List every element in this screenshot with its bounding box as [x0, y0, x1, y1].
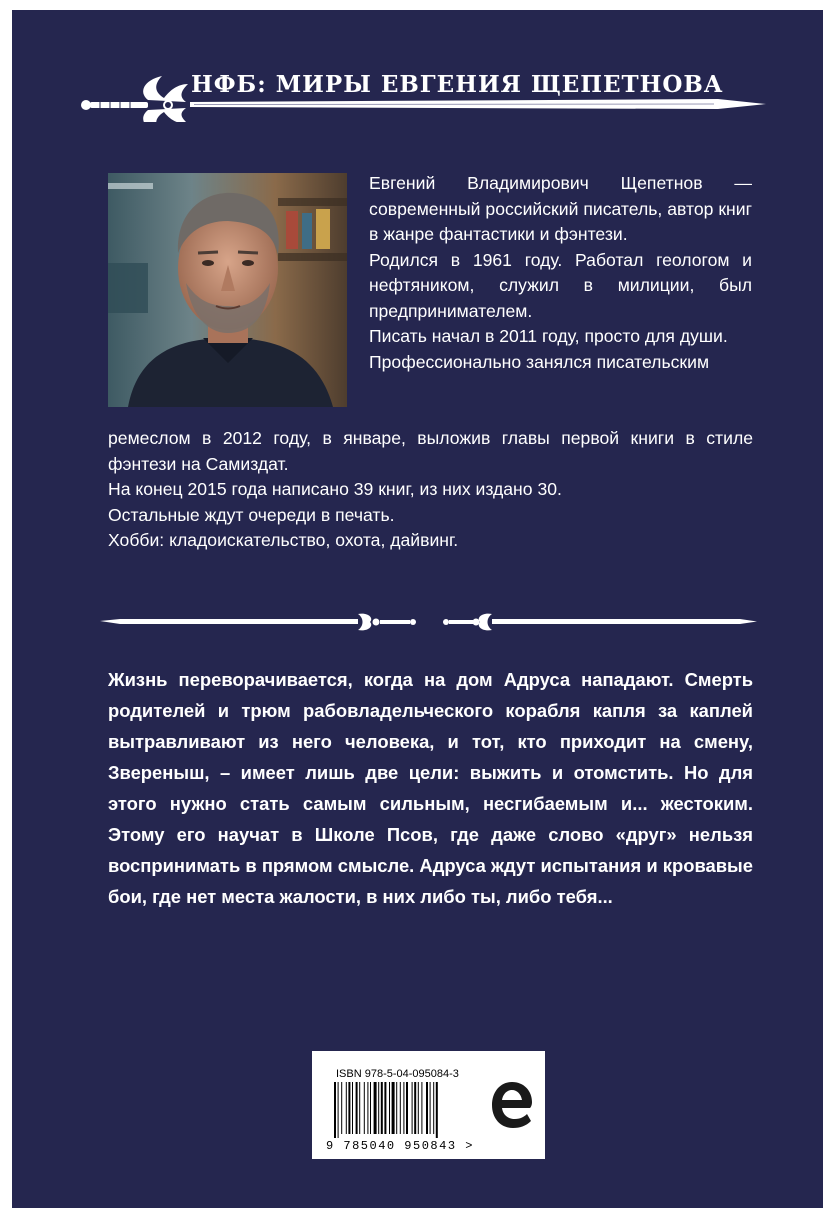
bio-paragraph: Остальные ждут очереди в печать.: [108, 504, 395, 525]
series-title: НФБ: МИРЫ ЕВГЕНИЯ ЩЕПЕТНОВА: [191, 71, 724, 98]
barcode-digits: 9 785040 950843 >: [326, 1139, 474, 1153]
isbn-label: ISBN 978-5-04-095084-3: [336, 1068, 459, 1080]
bio-paragraph: Родился в 1961 году. Работал геологом и нефтяником, служил в милиции, был предпринимателем.: [369, 249, 752, 321]
barcode-icon: [334, 1082, 484, 1138]
bio-paragraph: Писать начал в 2011 году, просто для души.: [369, 326, 728, 346]
bio-paragraph: Хобби: кладоискательство, охота, дайвинг.: [108, 530, 459, 550]
bio-paragraph: Профессионально занялся писательским: [369, 351, 710, 372]
author-bio-bottom: [108, 426, 753, 554]
book-annotation: Жизнь переворачивается, когда на дом Адруса нападают. Смерть родителей и трюм рабовладельческого корабля капля за каплей вытравливают из него человека, и тот, кто приходит на смену, Звереныш, – имеет лишь две цели: выжить и отомстить. Но для этого нужно стать самым сильным, несгибаемым и... жестоким. Этому его научат в Школе Псов, где даже слово «друг» нельзя воспринимать в прямом смысле. Адруса ждут испытания и кровавые бои, где нет места жалости, в них либо ты, либо тебя...: [108, 669, 753, 907]
ornamental-divider-icon: [100, 606, 757, 638]
author-photo: [108, 173, 347, 407]
series-header: [78, 62, 768, 122]
isbn-barcode-block: [312, 1051, 545, 1159]
book-back-cover: [12, 10, 823, 1208]
author-bio-top: [369, 171, 752, 375]
eksmo-logo-icon: [490, 1078, 534, 1132]
bio-paragraph: На конец 2015 года написано 39 книг, из них издано 30.: [108, 479, 562, 499]
bio-paragraph: Евгений Владимирович Щепетнов — современный российский писатель, автор книг в жанре фантастики и фэнтези.: [369, 173, 752, 244]
bio-paragraph: ремеслом в 2012 году, в январе, выложив главы первой книги в стиле фэнтези на Самиздат.: [108, 428, 753, 474]
